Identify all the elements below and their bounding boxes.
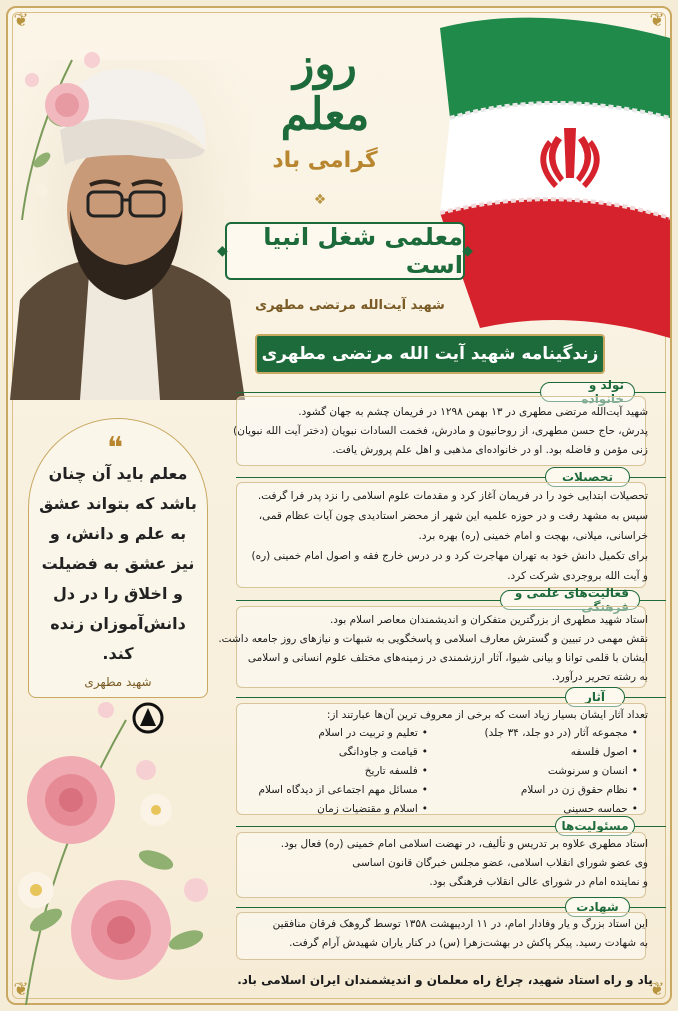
works-item: •مسائل مهم اجتماعی از دیدگاه اسلام	[258, 784, 428, 796]
works-item: •فلسفه تاریخ	[364, 765, 428, 777]
flower-decoration-top	[12, 20, 122, 220]
works-item: •اسلام و مقتضیات زمان	[317, 803, 428, 815]
page-subtitle: گرامی باد	[272, 148, 378, 173]
section-title-activities: فعالیت‌های علمی و فرهنگی	[500, 590, 640, 610]
section-title-family: تولد و خانواده	[540, 382, 635, 402]
family-line: شهید آیت‌الله مرتضی مطهری در ۱۳ بهمن ۱۲۹۸ در فریمان چشم به جهان گشود.	[298, 406, 648, 418]
activities-line: به رشته تحریر درآورد.	[551, 671, 648, 683]
family-line: زنی مؤمن و فاضله بود. او در خانواده‌ای مذهبی و اهل علم پرورش یافت.	[332, 444, 648, 456]
footer-text: یاد و راه استاد شهید، چراغ راه معلمان و اندیشمندان ایران اسلامی باد.	[237, 973, 653, 987]
works-item: •اصول فلسفه	[570, 746, 638, 758]
family-line: پدرش، حاج حسن مطهری، از روحانیون و مادرش، فخمت السادات نبویان (دختر آیت الله نبویان)	[233, 425, 648, 437]
activities-line: نقش مهمی در تبیین و گسترش معارف اسلامی و پاسخگویی به شبهات و نیازهای روز جامعه داشت.	[218, 633, 648, 645]
section-title-martyrdom: شهادت	[565, 897, 630, 917]
duties-line: و نماینده امام در شورای عالی انقلاب فرهنگی بود.	[429, 876, 648, 888]
slogan-banner: ◆ معلمی شغل انبیا است ◆	[225, 222, 465, 280]
corner-ornament-icon: ❦	[13, 10, 29, 31]
works-intro: تعداد آثار ایشان بسیار زیاد است که برخی از معروف ترین آن‌ها عبارتند از:	[326, 709, 648, 721]
martyrdom-line: این استاد بزرگ و یار وفادار امام، در ۱۱ اردیبهشت ۱۳۵۸ توسط گروهک فرقان منافقین	[272, 918, 648, 930]
corner-ornament-icon: ❦	[13, 979, 29, 1000]
quote-author: شهید مطهری	[84, 675, 152, 689]
biography-title: زندگینامه شهید آیت الله مرتضی مطهری	[255, 334, 605, 374]
martyrdom-line: به شهادت رسید. پیکر پاکش در بهشت‌زهرا (س) در کنار یاران شهیدش آرام گرفت.	[289, 937, 648, 949]
education-line: خراسانی، میلانی، بهجت و امام خمینی (ره) بهره برد.	[418, 530, 648, 542]
quote-mark-icon: ❝	[107, 431, 124, 466]
martyr-name: شهید آیت‌الله مرتضی مطهری	[255, 298, 445, 313]
page-title: روز معلم	[280, 39, 370, 140]
quote-text: معلم باید آن چنان باشد که بتواند عشق به علم و دانش، و نیز عشق به فضیلت و اخلاق را در دل دانش‌آموزان زنده کند.	[39, 464, 197, 663]
works-item: •تعلیم و تربیت در اسلام	[318, 727, 428, 739]
duties-line: وی عضو شورای انقلاب اسلامی، عضو مجلس خبرگان قانون اساسی	[352, 857, 648, 869]
flower-decoration-bottom	[6, 660, 236, 1005]
education-line: برای تکمیل دانش خود به تهران مهاجرت کرد و در درس خارج فقه و اصول امام خمینی (ره)	[251, 550, 648, 562]
iran-flag-icon	[420, 8, 670, 338]
section-title-education: تحصیلات	[545, 467, 630, 487]
activities-line: استاد شهید مطهری از بزرگترین متفکران و اندیشمندان معاصر اسلام بود.	[329, 614, 648, 626]
works-item: •مجموعه آثار (در دو جلد، ۳۴ جلد)	[484, 727, 638, 739]
section-title-works: آثار	[565, 687, 625, 707]
duties-line: استاد مطهری علاوه بر تدریس و تألیف، در نهضت اسلامی امام خمینی (ره) فعال بود.	[280, 838, 648, 850]
works-item: •حماسه حسینی	[563, 803, 638, 815]
corner-ornament-icon: ❦	[649, 979, 665, 1000]
section-title-duties: مسئولیت‌ها	[555, 816, 635, 836]
education-line: سپس به مشهد رفت و در حوزه علمیه این شهر از محضر استادیدی چون آیات عظام قمی،	[258, 510, 648, 522]
works-item: •نظام حقوق زن در اسلام	[520, 784, 638, 796]
works-item: •انسان و سرنوشت	[547, 765, 638, 777]
quote-card	[28, 418, 208, 698]
activities-line: ایشان با قلمی توانا و بیانی شیوا، آثار ارزشمندی در زمینه‌های مختلف علوم انسانی و اسلامی	[247, 652, 648, 664]
education-line: و آیت الله بروجردی شرکت کرد.	[507, 570, 648, 582]
corner-ornament-icon: ❦	[649, 10, 665, 31]
ornament-icon: ❖	[313, 192, 327, 208]
education-line: تحصیلات ابتدایی خود را در فریمان آغاز کرد و مقدمات علوم اسلامی را نزد پدر فرا گرفت.	[257, 490, 648, 502]
works-item: •قیامت و جاودانگی	[338, 746, 428, 758]
